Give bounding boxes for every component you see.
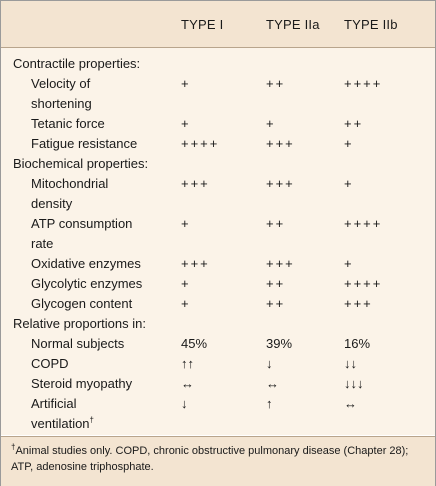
table-row: [1, 394, 435, 414]
type-i-cell: +: [181, 216, 191, 231]
table-footnote: [1, 436, 435, 486]
type-i-cell: +++: [181, 176, 210, 191]
row-label: ventilation†: [31, 415, 94, 431]
row-label: Oxidative enzymes: [31, 256, 141, 271]
type-iib-cell: ++++: [344, 216, 383, 231]
row-label: Velocity of: [31, 76, 91, 91]
type-iia-cell: ++: [266, 296, 286, 311]
row-label: shortening: [31, 96, 92, 111]
table-header: [1, 1, 435, 48]
dagger-footnote-mark: †: [89, 415, 94, 425]
type-i-cell: 45%: [181, 336, 208, 351]
table-row: [1, 314, 435, 334]
type-iib-cell: +: [344, 176, 354, 191]
type-iib-cell: ↓↓↓: [344, 376, 364, 391]
type-iia-cell: ↔: [266, 376, 279, 391]
type-iia-cell: ++: [266, 276, 286, 291]
table-row: [1, 54, 435, 74]
type-iia-cell: ++: [266, 216, 286, 231]
table-row: [1, 134, 435, 154]
type-iib-cell: +: [344, 136, 354, 151]
table-row: [1, 334, 435, 354]
type-iia-cell: +++: [266, 136, 295, 151]
table-row: [1, 194, 435, 214]
table-row: [1, 254, 435, 274]
row-label: Mitochondrial: [31, 176, 109, 191]
table-row: [1, 274, 435, 294]
type-iib-cell: ↓↓: [344, 356, 357, 371]
header-type-iib: TYPE IIb: [344, 17, 398, 32]
type-iia-cell: +++: [266, 256, 295, 271]
type-iib-cell: ++: [344, 116, 364, 131]
row-label: Relative proportions in:: [13, 316, 146, 331]
header-type-i: TYPE I: [181, 17, 224, 32]
type-iib-cell: 16%: [344, 336, 371, 351]
type-i-cell: +: [181, 276, 191, 291]
row-label: Tetanic force: [31, 116, 105, 131]
table-row: [1, 174, 435, 194]
footnote-text: Animal studies only. COPD, chronic obstructive pulmonary disease (Chapter 28); ATP, adenosine triphosphate.: [11, 445, 409, 473]
type-iia-cell: ↓: [266, 356, 273, 371]
type-i-cell: +++: [181, 256, 210, 271]
row-label: Artificial: [31, 396, 77, 411]
table-row: [1, 74, 435, 94]
dagger-footnote-mark: †: [11, 442, 16, 452]
row-label: rate: [31, 236, 54, 251]
type-i-cell: +: [181, 296, 191, 311]
table-row: [1, 154, 435, 174]
row-label: Normal subjects: [31, 336, 125, 351]
row-label: COPD: [31, 356, 69, 371]
row-label: density: [31, 196, 73, 211]
table-row: [1, 114, 435, 134]
type-iia-cell: 39%: [266, 336, 293, 351]
type-iib-cell: ++++: [344, 276, 383, 291]
row-label: Glycogen content: [31, 296, 133, 311]
type-i-cell: ++++: [181, 136, 220, 151]
table-row: [1, 234, 435, 254]
row-label: Biochemical properties:: [13, 156, 149, 171]
type-iia-cell: +: [266, 116, 276, 131]
type-i-cell: +: [181, 76, 191, 91]
row-label: Steroid myopathy: [31, 376, 133, 391]
type-iia-cell: ++: [266, 76, 286, 91]
type-i-cell: ↑↑: [181, 356, 194, 371]
row-label: ATP consumption: [31, 216, 133, 231]
type-iib-cell: +++: [344, 296, 373, 311]
type-iib-cell: ++++: [344, 76, 383, 91]
type-iib-cell: +: [344, 256, 354, 271]
type-i-cell: +: [181, 116, 191, 131]
row-label: Contractile properties:: [13, 56, 141, 71]
table-row: [1, 374, 435, 394]
table-row: [1, 214, 435, 234]
type-i-cell: ↓: [181, 396, 188, 411]
type-iib-cell: ↔: [344, 396, 357, 411]
table-row: [1, 354, 435, 374]
type-i-cell: ↔: [181, 376, 194, 391]
type-iia-cell: +++: [266, 176, 295, 191]
table-row: [1, 294, 435, 314]
type-iia-cell: ↑: [266, 396, 273, 411]
header-type-iia: TYPE IIa: [266, 17, 320, 32]
row-label: Glycolytic enzymes: [31, 276, 143, 291]
row-label: Fatigue resistance: [31, 136, 138, 151]
table-body: [1, 48, 435, 435]
table-row: [1, 94, 435, 114]
table-row: [1, 414, 435, 434]
